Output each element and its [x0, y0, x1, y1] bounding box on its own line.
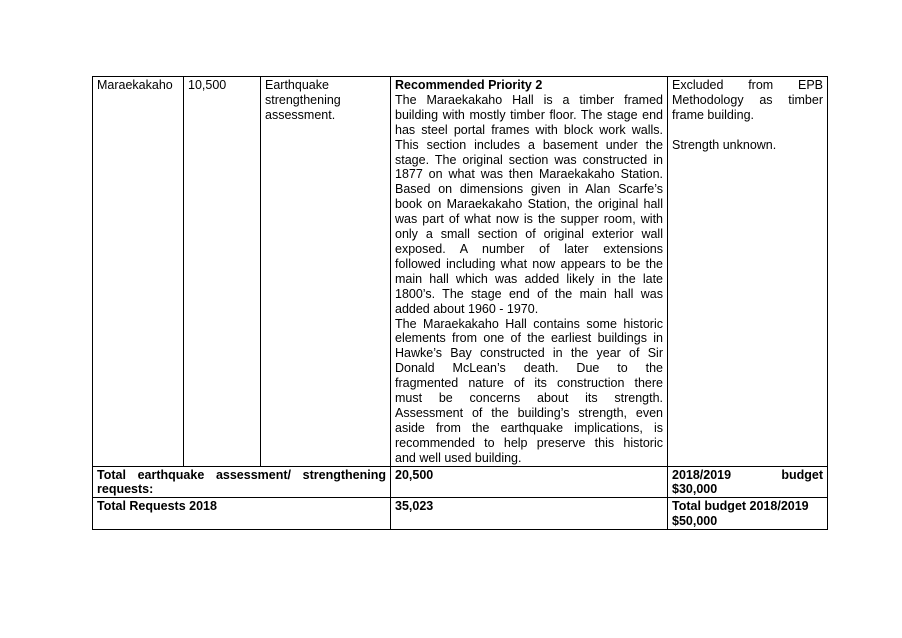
comment-line: was part of what now is the supper room, with: [395, 212, 663, 227]
comment-line: 1800’s. The stage end of the main hall was: [395, 286, 663, 301]
budget-amount: $30,000: [672, 482, 718, 497]
comment-body: [395, 93, 663, 466]
request-amount: 10,500: [188, 78, 227, 92]
total-requests-amount-cell: [391, 498, 668, 530]
table-row-maraekakaho: [93, 77, 828, 467]
comment-line: fragmented nature of its construction there: [395, 376, 663, 391]
comment-line: elements from one of the earliest buildings in: [395, 331, 663, 346]
status-cell: [668, 77, 828, 467]
total-eq-label-line: Total earthquake assessment/ strengthening: [97, 467, 386, 482]
comment-line: aside from the earthquake implications, is: [395, 420, 663, 435]
comment-line: must be concerns about its strength.: [395, 391, 663, 406]
amount-cell: [184, 77, 261, 467]
location-name: Maraekakaho: [97, 78, 173, 92]
comment-line: has steel portal frames with block work walls.: [395, 122, 663, 137]
comment-line: exposed. A number of later extensions: [395, 241, 663, 256]
comment-line: Based on dimensions given in Alan Scarfe’s: [395, 182, 663, 197]
request-type-cell: [261, 77, 391, 467]
request-type-line: strengthening: [265, 92, 341, 107]
total-eq-label-cell: [93, 466, 391, 498]
total-eq-budget-cell: [668, 466, 828, 498]
status-note: Strength unknown.: [672, 137, 777, 152]
comment-line: Hawke’s Bay constructed in the year of Sir: [395, 346, 663, 361]
comment-line: building with mostly timber floor. The stage end: [395, 107, 663, 122]
comment-line: Donald McLean’s death. Due to the: [395, 361, 663, 376]
comment-line: followed including what now appears to be the: [395, 256, 663, 271]
status-line: Methodology as timber: [672, 92, 823, 107]
comment-line: added about 1960 - 1970.: [395, 301, 539, 316]
status-line: Excluded from EPB: [672, 78, 823, 92]
funding-requests-table: [92, 76, 828, 530]
status-line: frame building.: [672, 107, 754, 122]
total-budget-label: Total budget 2018/2019: [672, 499, 809, 514]
request-type-line: Earthquake: [265, 78, 329, 92]
total-requests-amount: 35,023: [395, 499, 434, 514]
comment-line: stage. The original section was constructed in: [395, 152, 663, 167]
comment-line: 1877 on what was then Maraekakaho Station.: [395, 167, 663, 182]
comment-cell: [391, 77, 668, 467]
total-eq-label-line: requests:: [97, 482, 154, 497]
table-row-total-requests: [93, 498, 828, 530]
comment-line: main hall which was added likely in the late: [395, 271, 663, 286]
total-requests-label-cell: [93, 498, 391, 530]
location-cell: [93, 77, 184, 467]
total-eq-amount-cell: [391, 466, 668, 498]
total-budget-amount: $50,000: [672, 514, 718, 529]
comment-line: book on Maraekakaho Station, the original hall: [395, 197, 663, 212]
priority-heading: Recommended Priority 2: [395, 78, 543, 92]
comment-line: This section includes a basement under the: [395, 137, 663, 152]
budget-label: 2018/2019 budget: [672, 467, 823, 482]
comment-line: and well used building.: [395, 450, 522, 465]
request-type-line: assessment.: [265, 107, 336, 122]
total-eq-amount: 20,500: [395, 467, 434, 482]
comment-line: Assessment of the building’s strength, even: [395, 405, 663, 420]
table-row-total-earthquake: [93, 466, 828, 498]
comment-line: recommended to help preserve this historic: [395, 435, 663, 450]
comment-line: The Maraekakaho Hall contains some historic: [395, 316, 663, 331]
comment-line: only a small section of original exterior wall: [395, 227, 663, 242]
total-budget-cell: [668, 498, 828, 530]
total-requests-label: Total Requests 2018: [97, 499, 217, 514]
comment-line: The Maraekakaho Hall is a timber framed: [395, 92, 663, 107]
